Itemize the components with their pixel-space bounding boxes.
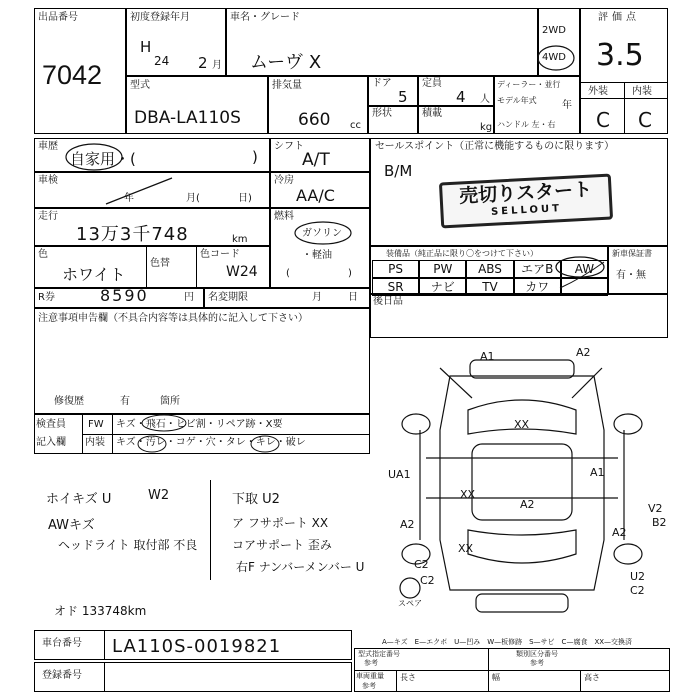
equip-airbag: エアB [514,260,561,278]
mileage-label: 走行 [38,211,58,222]
remark-right-1: 下取 U2 [232,492,280,507]
remark-right-2: ア フサポート XX [232,516,329,530]
sales-point-label: セールスポイント（正常に機能するものに限ります） [375,141,615,152]
shape-label: 形状 [372,108,392,119]
type-label: 型式 [130,80,150,91]
weight-ref: 参考 [362,682,376,690]
damage-legend: A—キズ E—エクボ U—凹み W—板修跡 S—サビ C—腐食 XX—交換済 [382,638,633,646]
recycle-unit: 円 [184,292,194,303]
deadline-month: 月 [312,292,322,303]
remark-left-2: AWキズ [48,518,95,533]
color-change-label: 色替 [150,258,170,269]
mark-4: A1 [590,466,605,479]
length-label: 長さ [400,673,416,682]
mark-2: XX [514,418,530,431]
sellout-stamp [439,174,613,229]
fuel-paren-open: ( [286,268,290,279]
equip-navi: ナビ [419,278,466,296]
first-reg-year: 24 [154,54,170,68]
history-label: 車歴 [38,141,58,152]
equip-leather: カワ [514,278,561,296]
inspection-day: 日) [238,193,252,204]
color-code-label: 色コード [200,249,240,260]
fuel-paren-close: ) [348,268,352,279]
new-warranty-value: 有・無 [616,270,646,281]
drive-4wd: 4WD [542,52,566,63]
remark-left-5: オド 133748km [54,604,147,618]
history-value: 自家用・( [70,150,136,168]
mileage-unit: km [232,234,248,245]
mark-15: C2 [630,584,645,597]
equip-circles [372,258,612,298]
repair-place: 箇所 [160,396,180,407]
load-unit: kg [480,122,493,133]
inspector-label-2: 記入欄 [36,437,66,448]
score-value: 3.5 [596,38,644,73]
new-warranty-label: 新車保証書 [612,249,652,258]
first-reg-month: 2 [198,54,208,72]
disp-unit: cc [350,120,361,131]
color-code-value: W24 [226,264,258,280]
repair-label: 修復歴 [54,396,84,407]
era: H [140,38,152,56]
interior-label: 内装 [632,86,652,97]
shift-value: A/T [302,150,330,170]
recycle-label: R券 [38,292,55,303]
ac-value: AA/C [296,186,335,205]
inspector-label-1: 検査員 [36,419,66,430]
mark-6: A2 [520,498,535,511]
mark-9: B2 [652,516,667,529]
equip-sr: SR [372,278,419,296]
fw-label: FW [88,419,104,430]
color-label: 色 [38,249,48,260]
name-value: ムーヴ X [250,52,322,73]
deadline-day: 日 [348,292,358,303]
equip-aw: AW [561,260,608,278]
stamp-sub: SELLOUT [490,203,563,218]
model-num-ref: 参考 [364,659,378,667]
mileage-value: 13万3千748 [76,224,189,245]
mark-0: A1 [480,350,495,363]
in-label: 内装 [85,437,105,448]
drive-4wd-circle [536,44,576,72]
score-label: 評価点 [598,12,640,23]
equip-pw: PW [419,260,466,278]
lot-label: 出品番号 [38,12,78,23]
equipment-label: 装備品（純正品に限り〇をつけて下さい） [386,249,538,258]
mark-12: C2 [414,558,429,571]
mark-13: C2 [420,574,435,587]
mark-8: A2 [400,518,415,531]
mark-1: A2 [576,346,591,359]
equip-ps: PS [372,260,419,278]
fuel-label: 燃料 [274,211,294,222]
remark-left-w2: W2 [148,488,170,503]
cap-value: 4 [456,88,466,106]
load-label: 積載 [422,108,442,119]
width-label: 幅 [492,673,500,682]
fuel-light: ・軽油 [302,250,332,261]
model-year-label: モデル年式 [497,96,537,105]
lot-number: 7042 [42,60,103,90]
notes-label: 注意事項申告欄（不具合内容等は具体的に記入して下さい） [38,313,308,324]
shift-label: シフト [274,141,304,152]
equip-tv: TV [466,278,513,296]
exterior-value: C [596,108,610,132]
mark-7: V2 [648,502,663,515]
mark-10: A2 [612,526,627,539]
disp-value: 660 [298,110,331,130]
history-circle [64,142,124,172]
type-value: DBA-LA110S [134,108,241,128]
cap-label: 定員 [422,78,442,89]
ac-label: 冷房 [274,175,294,186]
inspection-month: 月( [186,193,200,204]
deadline-label: 名変期限 [208,292,248,303]
month-unit: 月 [212,60,222,71]
handle-label: ハンドル 左・右 [497,120,556,129]
mark-11: XX [458,542,474,555]
fuel-gas-circle [294,220,354,246]
repair-has: 有 [120,396,130,407]
stamp-main: 売切りスタート [458,178,593,208]
interior-value: C [638,108,652,132]
fuel-gas: ガソリン [302,228,342,239]
inspection-year: 年 [124,193,134,204]
remark-right-3: コアサポート 歪み [232,538,332,552]
disp-label: 排気量 [272,80,302,91]
inspector-circles [112,414,372,454]
model-year-suffix: 年 [562,100,572,111]
spare-label: スペア [398,599,422,608]
mark-5: XX [460,488,476,501]
retrofit-box [370,294,668,338]
remark-left-3: ヘッドライト 取付部 不良 [58,538,198,552]
model-num-label: 型式指定番号 [358,650,400,658]
doors-value: 5 [398,88,408,106]
first-reg-label: 初度登録年月 [130,12,190,23]
class-ref: 参考 [530,659,544,667]
in-line: キズ・汚レ・コゲ・穴・タレ・キレ・破レ [116,437,306,448]
car-diagram [380,340,670,630]
doors-label: ドア [372,78,392,89]
equip-abs: ABS [466,260,513,278]
history-close: ) [252,148,258,166]
chassis-value: LA110S-0019821 [112,636,282,657]
cap-unit: 人 [480,94,490,105]
recycle-value: 8590 [100,286,149,305]
mark-3: UA1 [388,468,411,481]
dealer-label: ディーラー・並行 [497,80,561,89]
remark-left-1: ホイキズ U [46,492,112,507]
fw-line: キズ・飛石・ヒビ割・リペア跡・X要 [116,419,283,430]
drive-2wd: 2WD [542,25,566,36]
chassis-label: 車台番号 [42,638,82,649]
retrofit-label: 後日品 [373,296,403,307]
weight-label: 車両重量 [356,672,384,680]
color-value: ホワイト [62,265,126,284]
name-label: 車名・グレード [230,12,300,23]
sales-point-note: B/M [384,162,413,180]
exterior-label: 外装 [588,86,608,97]
height-label: 高さ [584,673,600,682]
mark-14: U2 [630,570,646,583]
inspection-strike [100,174,180,208]
class-label: 類別区分番号 [516,650,558,658]
remark-right-4: 右F ナンバーメンバー U [236,560,365,574]
inspection-label: 車検 [38,175,58,186]
registration-label: 登録番号 [42,670,82,681]
